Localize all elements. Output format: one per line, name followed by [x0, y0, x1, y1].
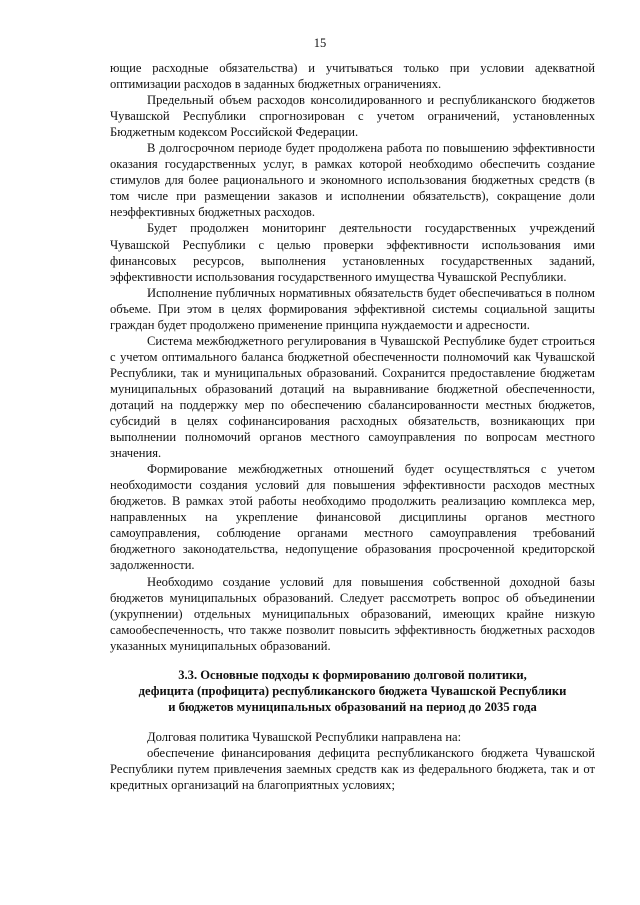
paragraph-interbudget-relations: Формирование межбюджетных отношений будет осуществляться с учетом необходимости создания условий для повышения эффективности расходов местных бюджетов. В рамках этой работы необходимо продолжить реализацию комплекса мер, направленных на укрепление финансовой дисциплины органов местного самоуправления, соблюдение органами местного самоуправления требований бюджетного законодательства, недопущение образования просроченной кредиторской задолженности. [110, 462, 595, 573]
page-number: 15 [313, 36, 327, 50]
section-heading-line: и бюджетов муниципальных образований на период до 2035 года [168, 699, 537, 714]
paragraph-deficit-financing: обеспечение финансирования дефицита республиканского бюджета Чувашской Республики путем привлечения заемных средств как из федерального бюджета, так и от кредитных организаций на благоприятных условиях; [110, 745, 595, 793]
paragraph-institution-monitoring: Будет продолжен мониторинг деятельности государственных учреждений Чувашской Республики с целью проверки эффективности использования ими финансовых ресурсов, выполнения установленных государственных заданий, эффективности использования государственного имущества Чувашской Республики. [110, 221, 595, 284]
paragraph-expenditure-limit: Предельный объем расходов консолидированного и республиканского бюджетов Чувашской Республики спрогнозирован с учетом ограничений, установленных Бюджетным кодексом Российской Федерации. [110, 93, 595, 140]
paragraph-interbudget-regulation: Система межбюджетного регулирования в Чувашской Республике будет строиться с учетом оптимального баланса бюджетной обеспеченности полномочий как Чувашской Республики, так и муниципальных образований. Сохранится предоставление бюджетам муниципальных образований дотаций на выравнивание бюджетной обеспеченности, дотаций на поддержку мер по обеспечению сбалансированности местных бюджетов, субсидий в целях софинансирования расходных обязательств, возникающих при выполнении полномочий органов местного самоуправления по вопросам местного значения. [110, 333, 595, 461]
paragraph-debt-policy-intro: Долговая политика Чувашской Республики направлена на: [147, 729, 462, 744]
section-heading [110, 667, 595, 715]
paragraph-public-obligations: Исполнение публичных нормативных обязательств будет обеспечиваться в полном объеме. При этом в целях формирования эффективной системы социальной защиты граждан будет продолжено применение принципа нуждаемости и адресности. [110, 285, 595, 332]
paragraph-service-efficiency: В долгосрочном периоде будет продолжена работа по повышению эффективности оказания государственных услуг, в рамках которой необходимо обеспечить создание стимулов для более рационального и экономного использования бюджетных средств (в том числе при размещении заказов и исполнении обязательств), сокращение доли неэффективных бюджетных расходов. [110, 141, 595, 220]
paragraph-municipal-revenue-base: Необходимо создание условий для повышения собственной доходной базы бюджетов муниципальных образований. Следует рассмотреть вопрос об объединении (укрупнении) отдельных муниципальных образований, имеющих крайне низкую самообеспеченность, что также позволит повысить эффективность бюджетных расходов указанных муниципальных образований. [110, 574, 595, 653]
section-heading-line: 3.3. Основные подходы к формированию долговой политики, [178, 667, 527, 682]
paragraph-continuation: ющие расходные обязательства) и учитываться только при условии адекватной оптимизации расходов в заданных бюджетных ограничениях. [110, 61, 595, 92]
page-body [110, 60, 595, 793]
section-heading-line: дефицита (профицита) республиканского бюджета Чувашской Республики [138, 683, 567, 698]
